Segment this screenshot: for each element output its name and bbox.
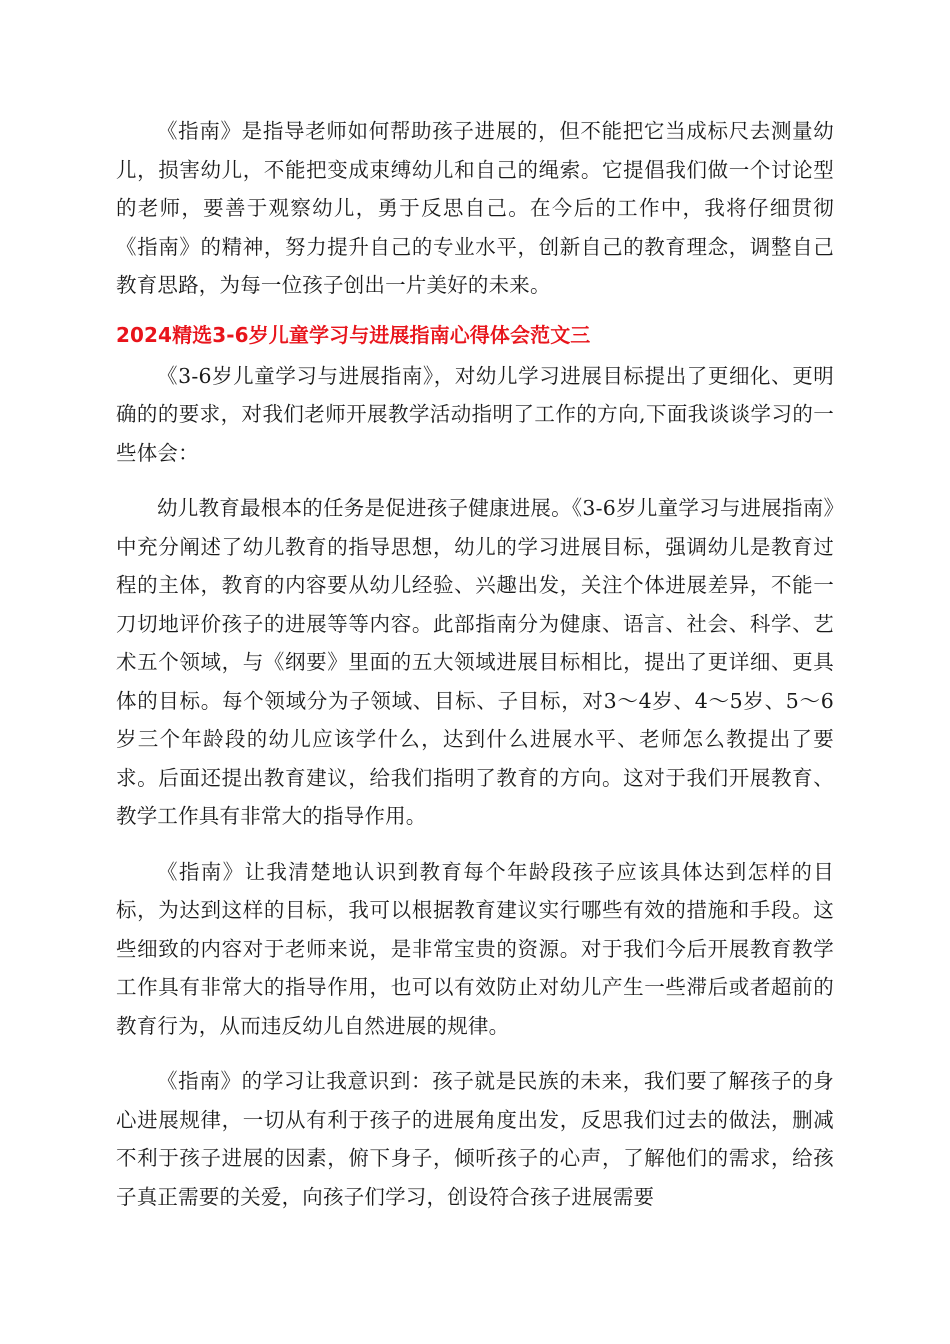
paragraph-core-task: 幼儿教育最根本的任务是促进孩子健康进展。《3-6岁儿童学习与进展指南》中充分阐述了幼儿教育的指导思想，幼儿的学习进展目标，强调幼儿是教育过程的主体，教育的内容要从幼儿经验、兴趣出发，关注个体进展差异，不能一刀切地评价孩子的进展等等内容。此部指南分为健康、语言、社会、科学、艺术五个领域，与《纲要》里面的五大领域进展目标相比，提出了更详细、更具体的目标。每个领域分为子领域、目标、子目标，对3～4岁、4～5岁、5～6岁三个年龄段的幼儿应该学什么，达到什么进展水平、老师怎么教提出了要求。后面还提出教育建议，给我们指明了教育的方向。这对于我们开展教育、教学工作具有非常大的指导作用。 xyxy=(116,496,834,828)
paragraph-intro-conclusion: 《指南》是指导老师如何帮助孩子进展的，但不能把它当成标尺去测量幼儿，损害幼儿，不能把变成束缚幼儿和自己的绳索。它提倡我们做一个讨论型的老师，要善于观察幼儿，勇于反思自己。在今后的工作中，我将仔细贯彻《指南》的精神，努力提升自己的专业水平，创新自己的教育理念，调整自己教育思路，为每一位孩子创出一片美好的未来。 xyxy=(116,119,834,297)
document-body xyxy=(116,112,834,1216)
paragraph-opening: 《3-6岁儿童学习与进展指南》，对幼儿学习进展目标提出了更细化、更明确的的要求，对我们老师开展教学活动指明了工作的方向,下面我谈谈学习的一些体会： xyxy=(116,363,834,465)
paragraph-age-goals: 《指南》让我清楚地认识到教育每个年龄段孩子应该具体达到怎样的目标，为达到这样的目标，我可以根据教育建议实行哪些有效的措施和手段。这些细致的内容对于老师来说，是非常宝贵的资源。对于我们今后开展教育教学工作具有非常大的指导作用，也可以有效防止对幼儿产生一些滞后或者超前的教育行为，从而违反幼儿自然进展的规律。 xyxy=(116,859,834,1038)
paragraph-children-future: 《指南》的学习让我意识到：孩子就是民族的未来，我们要了解孩子的身心进展规律，一切从有利于孩子的进展角度出发，反思我们过去的做法，删减不利于孩子进展的因素，俯下身子，倾听孩子的心声，了解他们的需求，给孩子真正需要的关爱，向孩子们学习，创设符合孩子进展需要 xyxy=(116,1069,834,1209)
section-heading: 2024精选3-6岁儿童学习与进展指南心得体会范文三 xyxy=(116,322,591,347)
